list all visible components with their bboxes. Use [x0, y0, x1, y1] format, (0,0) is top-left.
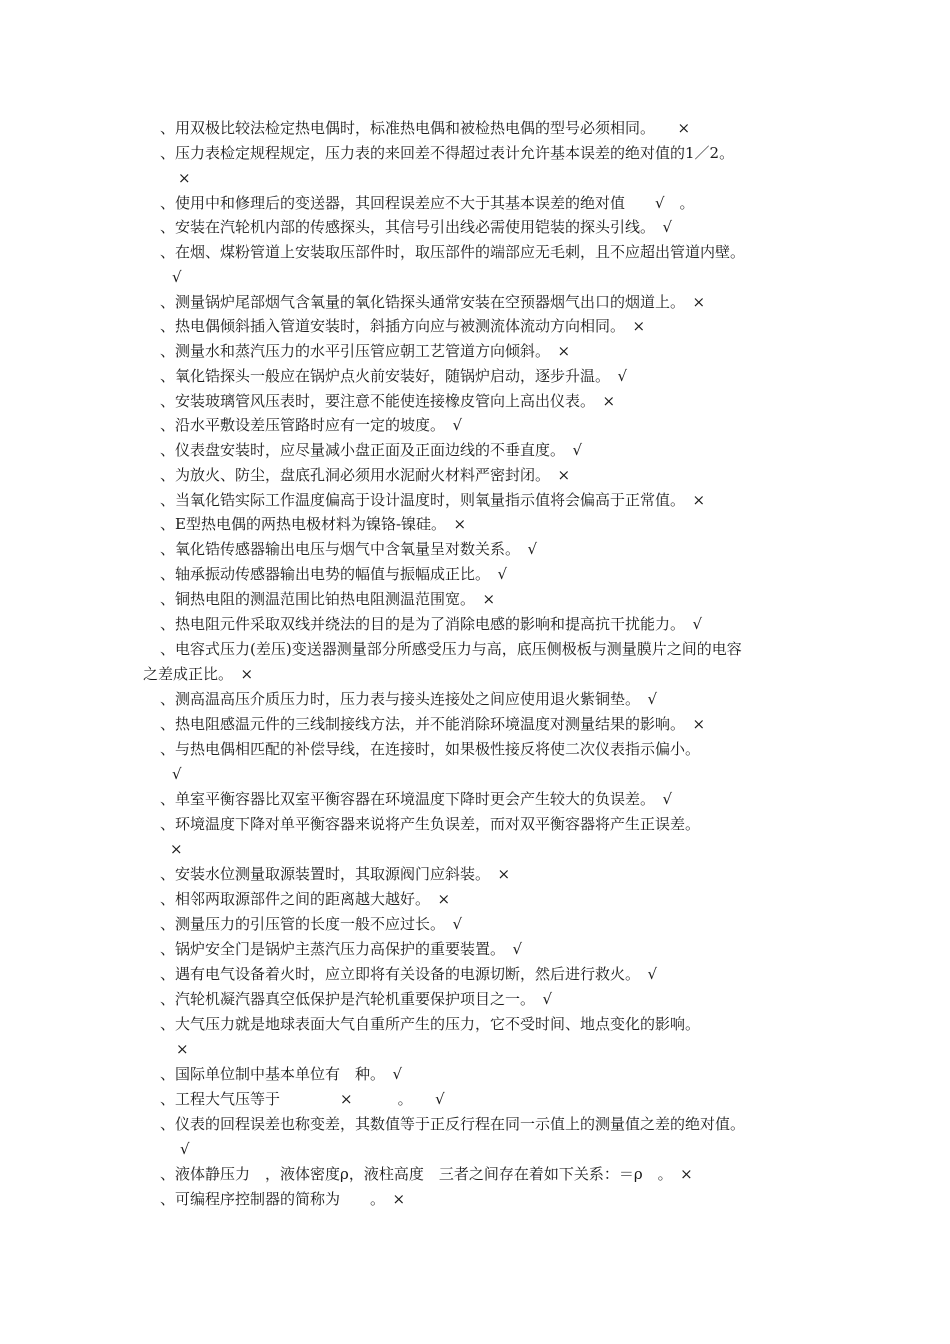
text-line: 、安装在汽轮机内部的传感探头，其信号引出线必需使用铠装的探头引线。 √ — [160, 218, 673, 236]
text-line: 、大气压力就是地球表面大气自重所产生的压力，它不受时间、地点变化的影响。 — [160, 1015, 701, 1033]
text-line: 、可编程序控制器的简称为 。 × — [160, 1190, 406, 1208]
text-line: 、环境温度下降对单平衡容器来说将产生负误差，而对双平衡容器将产生正误差。 — [160, 815, 701, 833]
text-line: 、压力表检定规程规定，压力表的来回差不得超过表计允许基本误差的绝对值的1／2。 — [160, 144, 735, 162]
text-line: 、热电阻元件采取双线并绕法的目的是为了消除电感的影响和提高抗干扰能力。 √ — [160, 615, 703, 633]
text-line: 、锅炉安全门是锅炉主蒸汽压力高保护的重要装置。 √ — [160, 940, 523, 958]
text-line: 、沿水平敷设差压管路时应有一定的坡度。 √ — [160, 416, 463, 434]
text-line: 、安装水位测量取源装置时，其取源阀门应斜装。 × — [160, 865, 511, 883]
text-line: 、为放火、防尘，盘底孔洞必须用水泥耐火材料严密封闭。 × — [160, 466, 571, 484]
text-line: × — [176, 1040, 189, 1058]
text-line: 、热电偶倾斜插入管道安装时，斜插方向应与被测流体流动方向相同。 × — [160, 317, 646, 335]
text-line: 、轴承振动传感器输出电势的幅值与振幅成正比。 √ — [160, 565, 508, 583]
text-line: 、仪表的回程误差也称变差，其数值等于正反行程在同一示值上的测量值之差的绝对值。 — [160, 1115, 746, 1133]
text-line: 、汽轮机凝汽器真空低保护是汽轮机重要保护项目之一。 √ — [160, 990, 553, 1008]
text-line: √ — [172, 268, 182, 286]
text-line: × — [170, 840, 183, 858]
text-line: 、热电阻感温元件的三线制接线方法，并不能消除环境温度对测量结果的影响。 × — [160, 715, 706, 733]
text-line: 、测量锅炉尾部烟气含氧量的氧化锆探头通常安装在空预器烟气出口的烟道上。 × — [160, 293, 706, 311]
text-line: 、用双极比较法检定热电偶时，标准热电偶和被检热电偶的型号必须相同。 × — [160, 119, 691, 137]
text-line: 、铜热电阻的测温范围比铂热电阻测温范围宽。 × — [160, 590, 496, 608]
text-line: 、工程大气压等于 × 。 √ — [160, 1090, 445, 1108]
text-line: 、测量压力的引压管的长度一般不应过长。 √ — [160, 915, 463, 933]
text-line: 、遇有电气设备着火时，应立即将有关设备的电源切断，然后进行救火。 √ — [160, 965, 658, 983]
text-line: √ — [180, 1140, 190, 1158]
text-line: 、当氧化锆实际工作温度偏高于设计温度时，则氧量指示值将会偏高于正常值。 × — [160, 491, 706, 509]
text-line: √ — [172, 765, 182, 783]
text-line: 、液体静压力 ，液体密度ρ，液柱高度 三者之间存在着如下关系：＝ρ 。 × — [160, 1165, 693, 1183]
text-line: 、相邻两取源部件之间的距离越大越好。 × — [160, 890, 451, 908]
text-line: 、单室平衡容器比双室平衡容器在环境温度下降时更会产生较大的负误差。 √ — [160, 790, 673, 808]
text-line: 、安装玻璃管风压表时，要注意不能使连接橡皮管向上高出仪表。 × — [160, 392, 616, 410]
text-line: 、氧化锆探头一般应在锅炉点火前安装好，随锅炉启动，逐步升温。 √ — [160, 367, 628, 385]
text-line: 、E型热电偶的两热电极材料为镍铬-镍硅。 × — [160, 515, 467, 533]
text-line: 、氧化锆传感器输出电压与烟气中含氧量呈对数关系。 √ — [160, 540, 538, 558]
text-line: 之差成正比。 × — [143, 665, 254, 683]
text-line: 、国际单位制中基本单位有 种。 √ — [160, 1065, 403, 1083]
text-line: 、测高温高压介质压力时，压力表与接头连接处之间应使用退火紫铜垫。 √ — [160, 690, 658, 708]
text-line: 、使用中和修理后的变送器，其回程误差应不大于其基本误差的绝对值 √ 。 — [160, 194, 695, 212]
text-line: 、电容式压力(差压)变送器测量部分所感受压力与高，底压侧极板与测量膜片之间的电容 — [160, 640, 742, 658]
text-line: 、在烟、煤粉管道上安装取压部件时，取压部件的端部应无毛刺，且不应超出管道内壁。 — [160, 243, 746, 261]
text-line: 、仪表盘安装时，应尽量减小盘正面及正面边线的不垂直度。 √ — [160, 441, 583, 459]
text-line: 、与热电偶相匹配的补偿导线，在连接时，如果极性接反将使二次仪表指示偏小。 — [160, 740, 701, 758]
text-line: 、测量水和蒸汽压力的水平引压管应朝工艺管道方向倾斜。 × — [160, 342, 571, 360]
text-line: × — [178, 169, 191, 187]
